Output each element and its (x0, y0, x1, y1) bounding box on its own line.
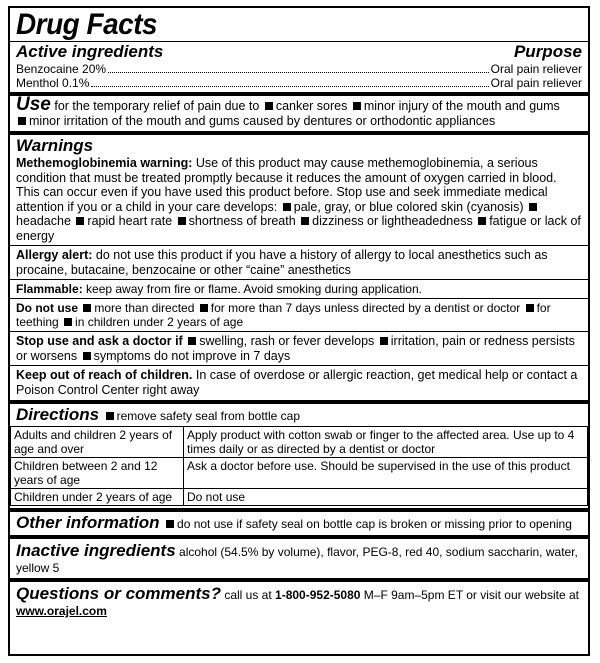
allergy-label: Allergy alert: (16, 248, 93, 262)
warnings-section (16, 136, 582, 400)
use-item: canker sores (275, 99, 348, 113)
stop-use-item: swelling, rash or fever develops (199, 334, 375, 348)
ingredient-purpose: Oral pain reliever (490, 62, 582, 76)
drug-facts-panel (8, 6, 590, 656)
directions-heading: Directions (16, 405, 100, 424)
use-section (16, 96, 582, 131)
symptom-item: pale, gray, or blue colored skin (cyanosis) (293, 199, 524, 214)
flammable-warning (16, 280, 582, 298)
bullet-icon (478, 217, 486, 225)
symptom-item: dizziness or lightheadedness (312, 214, 473, 228)
bullet-icon (380, 337, 388, 345)
stop-use-item: symptoms do not improve in 7 days (93, 348, 291, 363)
bullet-icon (83, 352, 91, 360)
table-cell: Adults and children 2 years of age and over (11, 427, 184, 458)
other-information-text: do not use if safety seal on bottle cap is broken or missing prior to opening (177, 517, 572, 531)
ingredient-row (16, 76, 582, 90)
use-item: minor injury of the mouth and gums (363, 99, 560, 113)
bullet-icon (265, 102, 273, 110)
methemoglobinemia-label: Methemoglobinemia warning: (16, 156, 193, 170)
allergy-alert (16, 246, 582, 279)
ingredient-name: Benzocaine 20% (16, 62, 107, 76)
bullet-icon (18, 117, 26, 125)
stop-use (16, 332, 582, 365)
bullet-icon (64, 318, 72, 326)
directions-intro: remove safety seal from bottle cap (116, 409, 301, 423)
do-not-use (16, 299, 582, 331)
ingredient-purpose: Oral pain reliever (490, 76, 582, 90)
do-not-use-item: for more than 7 days unless directed by a dentist or doctor (210, 301, 521, 315)
bullet-icon (76, 217, 84, 225)
symptom-item: headache (16, 214, 71, 228)
questions-heading: Questions or comments? (16, 584, 221, 603)
other-information-section (16, 512, 582, 535)
methemoglobinemia-warning (16, 156, 582, 243)
warnings-heading: Warnings (16, 136, 94, 155)
table-cell: Do not use (184, 489, 588, 506)
flammable-text: keep away from fire or flame. Avoid smoking during application. (86, 282, 422, 296)
ingredient-name: Menthol 0.1% (16, 76, 90, 90)
questions-section (16, 582, 582, 620)
keep-out-text: In case of overdose or allergic reaction, get medical help or contact a Poison Control Center right away (16, 368, 578, 397)
dot-leader (108, 62, 489, 73)
bullet-icon (83, 304, 91, 312)
website-link[interactable]: www.orajel.com (16, 604, 107, 618)
symptom-item: fatigue or lack of energy (16, 214, 581, 243)
bullet-icon (200, 304, 208, 312)
bullet-icon (188, 337, 196, 345)
table-row (11, 489, 588, 506)
phone-number: 1-800-952-5080 (275, 588, 361, 602)
bullet-icon (178, 217, 186, 225)
use-item: minor irritation of the mouth and gums caused by dentures or orthodontic appliances (29, 113, 496, 128)
do-not-use-item: in children under 2 years of age (75, 315, 244, 329)
questions-pre: call us at (224, 588, 272, 602)
bullet-icon (526, 304, 534, 312)
use-intro: for the temporary relief of pain due to (54, 99, 260, 113)
questions-mid: M–F 9am–5pm ET or visit our website at (363, 588, 579, 602)
keep-out-label: Keep out of reach of children. (16, 368, 193, 382)
table-cell: Ask a doctor before use. Should be supervised in the use of this product (184, 458, 588, 489)
table-row (11, 458, 588, 489)
use-heading: Use (16, 94, 51, 115)
stop-use-label: Stop use and ask a doctor if (16, 334, 183, 348)
do-not-use-label: Do not use (16, 301, 78, 315)
stop-use-item: irritation, pain or redness persists or worsens (16, 334, 575, 363)
table-cell: Children under 2 years of age (11, 489, 184, 506)
active-ingredients-heading: Active ingredients (16, 42, 164, 61)
inactive-ingredients-section (16, 539, 582, 578)
divider (10, 131, 588, 135)
inactive-ingredients-text: alcohol (54.5% by volume), flavor, PEG-8, red 40, sodium saccharin, water, yellow 5 (16, 545, 578, 575)
directions-section (16, 404, 582, 506)
keep-out-of-reach (16, 366, 582, 400)
bullet-icon (166, 520, 174, 528)
bullet-icon (106, 412, 114, 420)
bullet-icon (529, 203, 537, 211)
bullet-icon (301, 217, 309, 225)
other-information-heading: Other information (16, 513, 160, 532)
ingredient-row (16, 62, 582, 76)
symptom-item: shortness of breath (188, 214, 296, 228)
table-row (11, 427, 588, 458)
drug-facts-title: Drug Facts (16, 8, 158, 41)
bullet-icon (353, 102, 361, 110)
do-not-use-item: for teething (16, 301, 551, 329)
dot-leader (91, 76, 488, 87)
table-cell: Children between 2 and 12 years of age (11, 458, 184, 489)
flammable-label: Flammable: (16, 282, 83, 296)
symptom-item: rapid heart rate (87, 214, 173, 228)
allergy-text: do not use this product if you have a history of allergy to local anesthetics such as procaine, butacaine, benzocaine or other “caine” anesthetics (16, 248, 548, 277)
inactive-ingredients-heading: Inactive ingredients (16, 541, 176, 560)
bullet-icon (283, 203, 291, 211)
purpose-heading: Purpose (513, 42, 582, 61)
methemoglobinemia-text: Use of this product may cause methemoglobinemia, a serious condition that must be treated promptly because it reduces the amount of oxygen carried in blood. This can occur even if you have used this product before. Stop use and seek immediate medical attention if you or a child in your care develops: (16, 156, 557, 214)
directions-table (10, 426, 588, 506)
active-ingredients-section (16, 42, 582, 90)
table-cell: Apply product with cotton swab or finger to the affected area. Use up to 4 times daily or as directed by a dentist or doctor (184, 427, 588, 458)
do-not-use-item: more than directed (94, 301, 195, 315)
